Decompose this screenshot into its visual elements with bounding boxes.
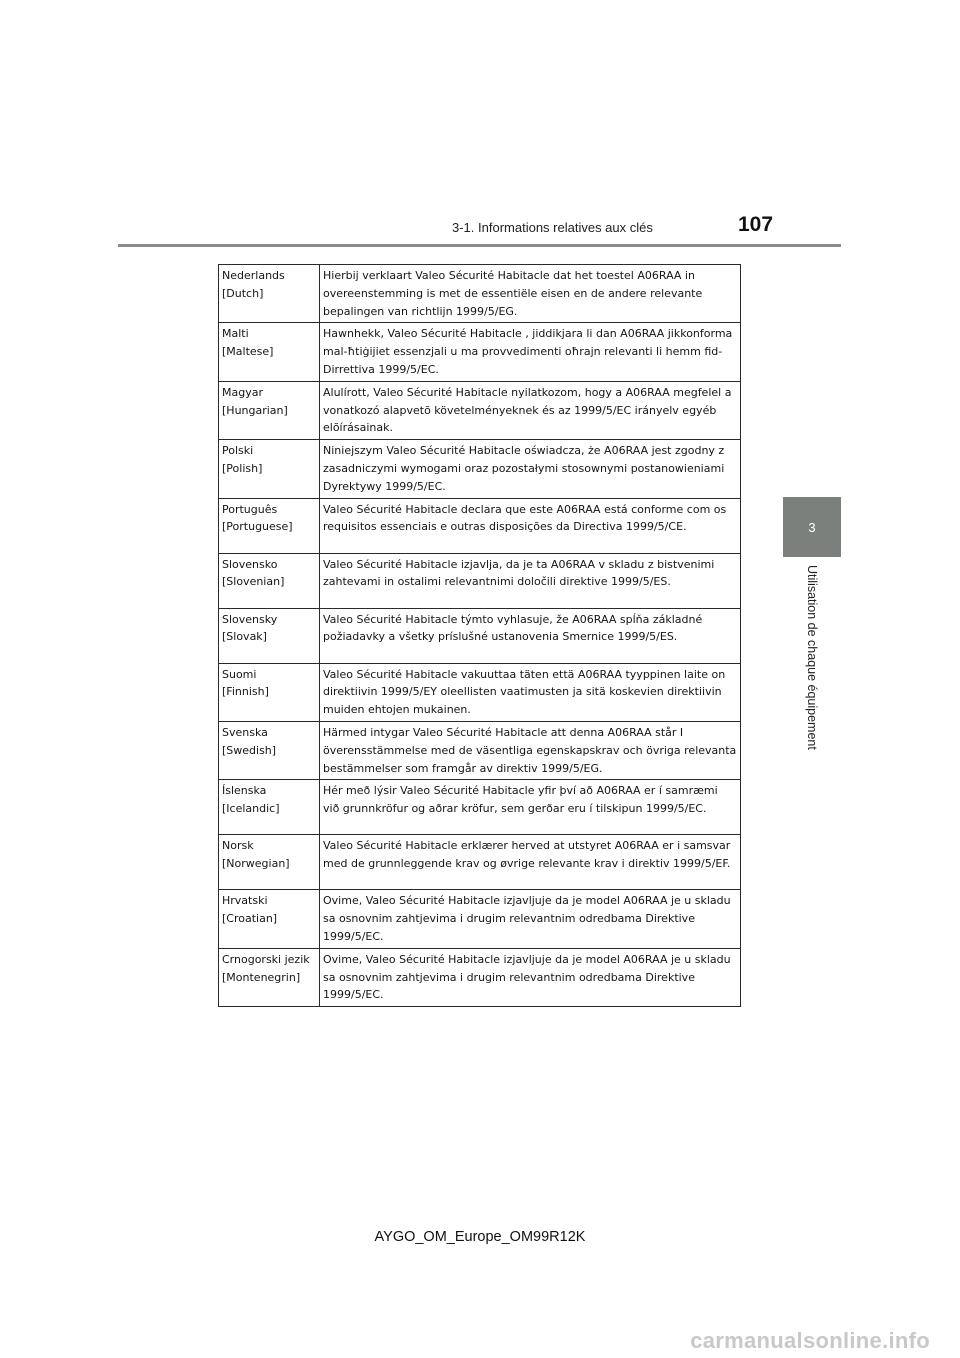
language-english: [Montenegrin]	[222, 970, 301, 984]
declaration-text: Ovime, Valeo Sécurité Habitacle izjavljuje da je model A06RAA je u skladu sa osnovnim zahtjevima i drugim relevantnim odredbama Direktive 1999/5/EC.	[320, 948, 741, 1006]
language-cell	[219, 948, 320, 1006]
page-number: 107	[738, 213, 774, 236]
language-english: [Dutch]	[222, 286, 264, 300]
language-cell	[219, 323, 320, 381]
language-cell	[219, 890, 320, 948]
language-cell	[219, 440, 320, 498]
header-rule	[118, 244, 841, 247]
declaration-text: Valeo Sécurité Habitacle týmto vyhlasuje, že A06RAA spĺňa základné požiadavky a všetky príslušné ustanovenia Smernice 1999/5/ES.	[320, 608, 741, 663]
language-english: [Polish]	[222, 461, 263, 475]
language-cell	[219, 663, 320, 721]
declaration-text: Hér með lýsir Valeo Sécurité Habitacle yfir því að A06RAA er í samræmi við grunnkröfur og aðrar kröfur, sem gerðar eru í tilskipun 1999/5/EC.	[320, 780, 741, 835]
table-row	[219, 323, 741, 381]
language-english: [Icelandic]	[222, 802, 280, 816]
language-english: [Swedish]	[222, 743, 277, 757]
language-name: Norsk	[222, 839, 254, 853]
language-english: [Croatian]	[222, 912, 278, 926]
declaration-table	[218, 264, 741, 1007]
table-row	[219, 608, 741, 663]
declaration-text: Valeo Sécurité Habitacle erklærer herved at utstyret A06RAA er i samsvar med de grunnleggende krav og øvrige relevante krav i direktiv 1999/5/EF.	[320, 835, 741, 890]
table-row	[219, 835, 741, 890]
table-row	[219, 498, 741, 553]
table-row	[219, 721, 741, 779]
table-row	[219, 553, 741, 608]
chapter-title: Utilisation de chaque équipement	[805, 565, 819, 750]
language-english: [Slovak]	[222, 630, 267, 644]
language-name: Polski	[222, 444, 254, 458]
language-cell	[219, 721, 320, 779]
language-name: Malti	[222, 327, 249, 341]
language-cell	[219, 835, 320, 890]
language-cell	[219, 498, 320, 553]
declaration-text: Hawnhekk, Valeo Sécurité Habitacle , jiddikjara li dan A06RAA jikkonforma mal-ħtiġijiet essenzjali u ma provvedimenti oħrajn relevanti li hemm fid-Dirrettiva 1999/5/EC.	[320, 323, 741, 381]
language-cell	[219, 381, 320, 439]
language-cell	[219, 780, 320, 835]
chapter-tab[interactable]	[783, 497, 841, 557]
language-name: Slovensko	[222, 557, 278, 571]
language-cell	[219, 553, 320, 608]
chapter-number: 3	[808, 519, 816, 535]
document-code: AYGO_OM_Europe_OM99R12K	[374, 1229, 586, 1245]
language-english: [Norwegian]	[222, 857, 290, 871]
language-name: Suomi	[222, 667, 257, 681]
declaration-text: Valeo Sécurité Habitacle izjavlja, da je ta A06RAA v skladu z bistvenimi zahtevami in ostalimi relevantnimi določili direktive 1999/5/ES.	[320, 553, 741, 608]
language-cell	[219, 265, 320, 323]
language-english: [Maltese]	[222, 345, 274, 359]
declaration-text: Hierbij verklaart Valeo Sécurité Habitacle dat het toestel A06RAA in overeenstemming is met de essentiële eisen en de andere relevante bepalingen van richtlijn 1999/5/EG.	[320, 265, 741, 323]
watermark: carmanualsonline.info	[690, 1328, 930, 1353]
language-english: [Slovenian]	[222, 575, 285, 589]
table-row	[219, 265, 741, 323]
language-name: Nederlands	[222, 269, 285, 282]
language-english: [Portuguese]	[222, 520, 293, 534]
language-name: Svenska	[222, 725, 268, 739]
table-row	[219, 381, 741, 439]
declaration-text: Valeo Sécurité Habitacle declara que este A06RAA está conforme com os requisitos essenciais e outras disposições da Directiva 1999/5/CE.	[320, 498, 741, 553]
declaration-text: Niniejszym Valeo Sécurité Habitacle oświadcza, że A06RAA jest zgodny z zasadniczymi wymogami oraz pozostałymi stosownymi postanowieniami Dyrektywy 1999/5/EC.	[320, 440, 741, 498]
declaration-text: Alulírott, Valeo Sécurité Habitacle nyilatkozom, hogy a A06RAA megfelel a vonatkozó alapvetõ követelményeknek és az 1999/5/EC irányelv egyéb elõírásainak.	[320, 381, 741, 439]
section-title: 3-1. Informations relatives aux clés	[452, 220, 653, 235]
declaration-text: Ovime, Valeo Sécurité Habitacle izjavljuje da je model A06RAA je u skladu sa osnovnim zahtjevima i drugim relevantnim odredbama Direktive 1999/5/EC.	[320, 890, 741, 948]
table-row	[219, 890, 741, 948]
language-name: Íslenska	[222, 784, 267, 798]
language-name: Português	[222, 502, 278, 516]
declaration-text: Valeo Sécurité Habitacle vakuuttaa täten että A06RAA tyyppinen laite on direktiivin 1999/5/EY oleellisten vaatimusten ja sitä koskevien direktiivin muiden ehtojen mukainen.	[320, 663, 741, 721]
language-english: [Hungarian]	[222, 403, 288, 417]
language-name: Magyar	[222, 385, 263, 399]
table-row	[219, 440, 741, 498]
table-row	[219, 948, 741, 1006]
table-row	[219, 663, 741, 721]
language-name: Crnogorski jezik	[222, 952, 310, 966]
language-cell	[219, 608, 320, 663]
language-name: Slovensky	[222, 612, 278, 626]
declaration-text: Härmed intygar Valeo Sécurité Habitacle att denna A06RAA står I överensstämmelse med de väsentliga egenskapskrav och övriga relevanta bestämmelser som framgår av direktiv 1999/5/EG.	[320, 721, 741, 779]
language-name: Hrvatski	[222, 894, 268, 908]
language-english: [Finnish]	[222, 685, 269, 699]
table-row	[219, 780, 741, 835]
